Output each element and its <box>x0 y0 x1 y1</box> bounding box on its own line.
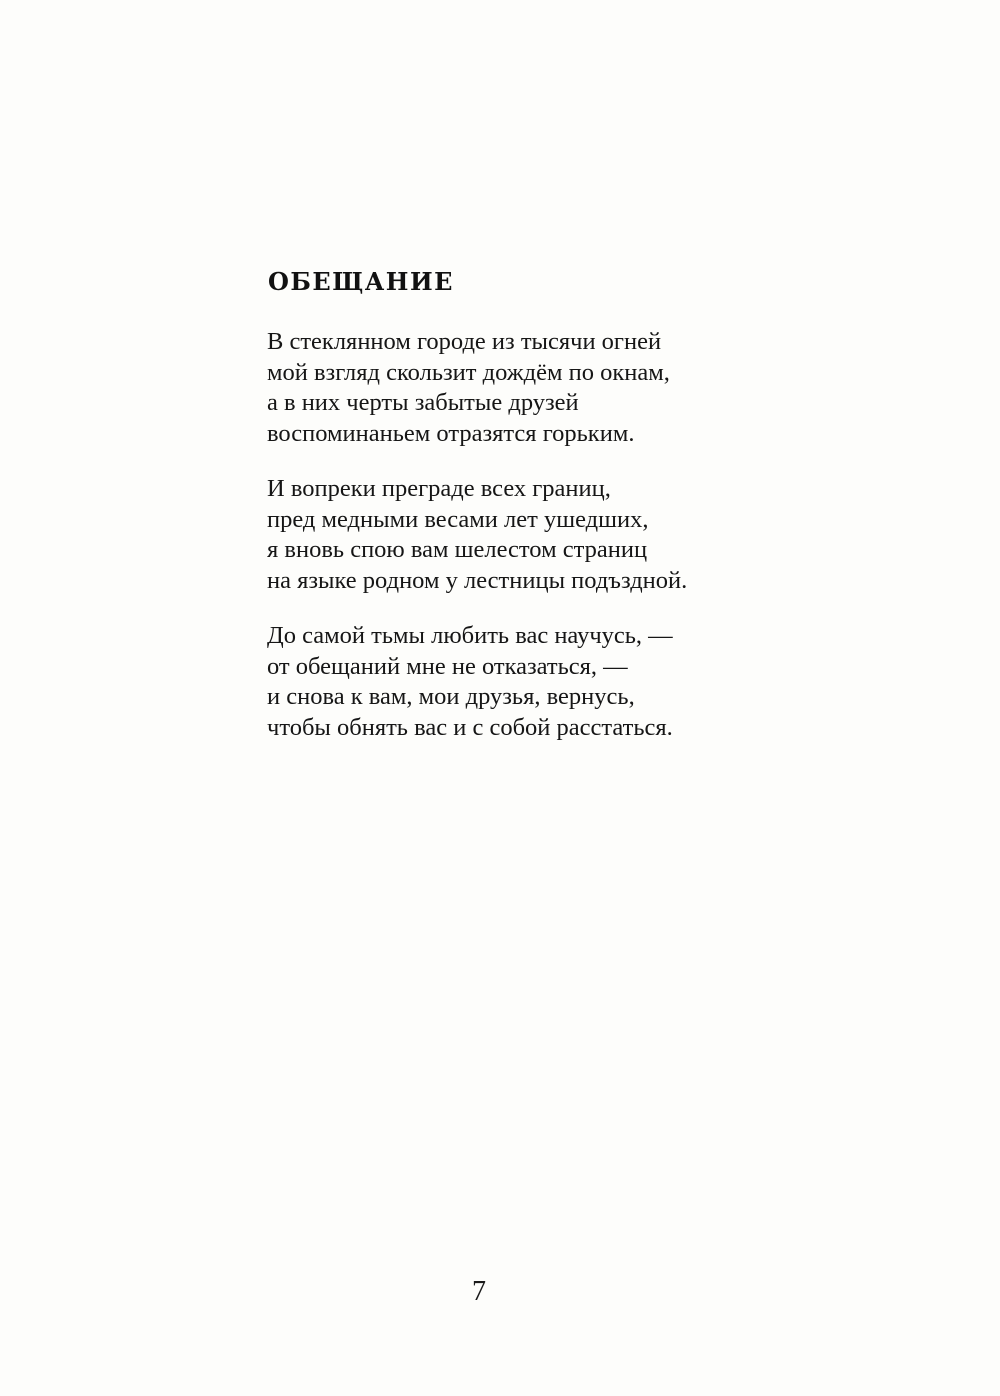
poem-line: я вновь спою вам шелестом страниц <box>267 536 648 563</box>
poem-line: чтобы обнять вас и с собой расстаться. <box>267 713 673 741</box>
poem-line: от обещаний мне не отказаться, — <box>267 652 628 680</box>
poem-title: ОБЕЩАНИЕ <box>268 267 454 296</box>
poem-line: воспоминаньем отразятся горьким. <box>267 419 635 447</box>
poem-body <box>267 327 827 768</box>
poem-line: До самой тьмы любить вас научусь, — <box>267 622 673 649</box>
poem-line: В стеклянном городе из тысячи огней <box>267 328 662 355</box>
stanza-1 <box>267 327 827 449</box>
page-number: 7 <box>472 1276 486 1307</box>
poem-line: а в них черты забытые друзей <box>267 389 579 416</box>
poem-line: мой взгляд скользит дождём по окнам, <box>267 358 670 386</box>
poem-line: И вопреки преграде всех границ, <box>267 475 611 502</box>
poem-line: на языке родном у лестницы подъздной. <box>267 566 688 594</box>
stanza-3 <box>267 621 827 743</box>
poem-line: и снова к вам, мои друзья, вернусь, <box>267 683 635 710</box>
poem-line: пред медными весами лет ушедших, <box>267 505 649 533</box>
stanza-2 <box>267 474 827 596</box>
